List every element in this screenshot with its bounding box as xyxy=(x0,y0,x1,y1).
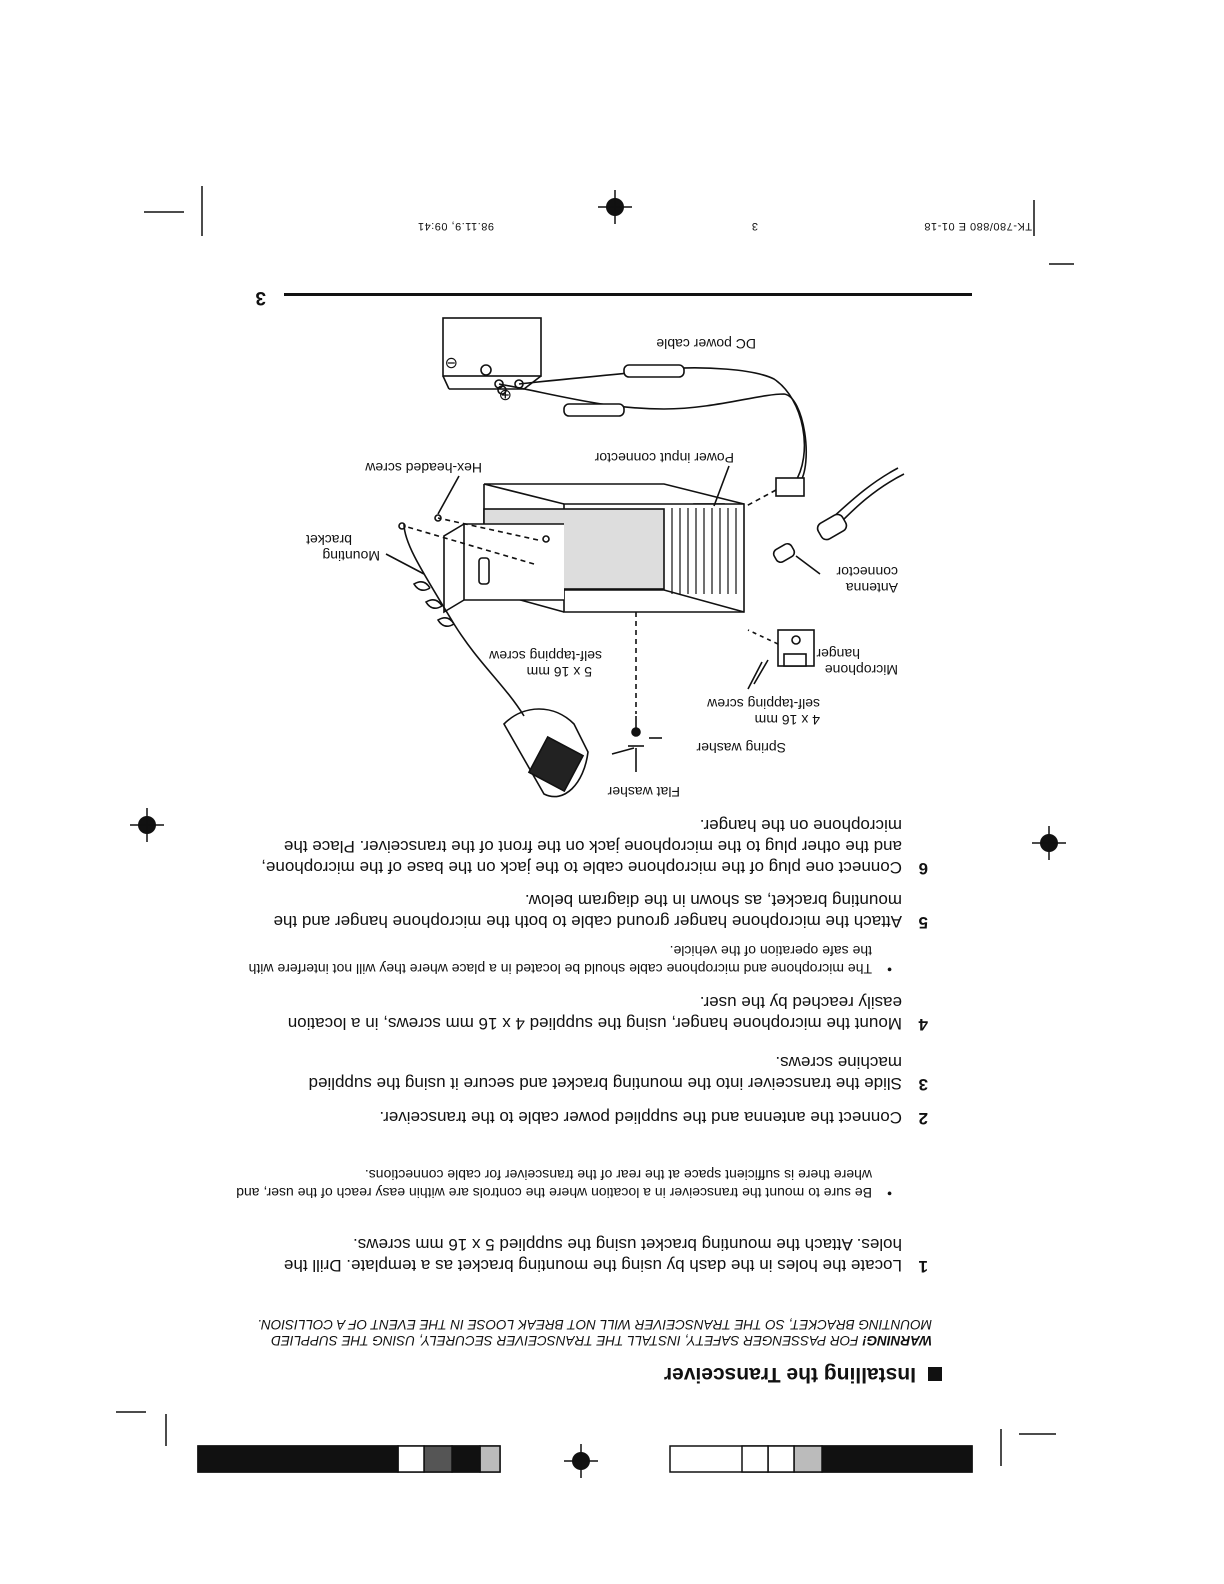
step-text: Locate the holes in the dash by using the mounting bracket as a template. Drill the holes. Attach the mounting bracket using the supplied 5 x 16 mm screws. xyxy=(283,1235,902,1275)
step-text: Attach the microphone hanger ground cable to both the microphone hanger and the mounting bracket, as shown in the diagram below. xyxy=(273,891,902,931)
bullet-text: The microphone and microphone cable should be located in a place where they will not interfere with the safe operation of the vehicle. xyxy=(248,943,872,977)
page-small: 3 xyxy=(751,220,758,232)
label-spring-washer: Spring washer xyxy=(696,740,786,756)
step-text: Mount the microphone hanger, using the supplied 4 x 16 mm screws, in a location easily reached by the user. xyxy=(287,993,902,1033)
section-title: Installing the Transceiver xyxy=(664,1362,942,1386)
label-mounting-2: bracket xyxy=(306,532,352,548)
step-text: Connect one plug of the microphone cable to the jack on the base of the microphone, and the other plug to the microphone jack on the front of the transceiver. Place the microphone on the hanger. xyxy=(261,816,902,877)
registration-mark-icon xyxy=(130,190,1066,1478)
label-mounting-1: Mounting xyxy=(322,548,380,564)
step-text: Connect the antenna and the supplied power cable to the transceiver. xyxy=(379,1108,902,1127)
label-dc-cable: DC power cable xyxy=(656,336,756,352)
step-number: 6 xyxy=(918,859,928,878)
bullet-dot: • xyxy=(887,962,892,978)
label-screw-4x16-type: self-tapping screw xyxy=(707,696,820,712)
step-number: 2 xyxy=(918,1109,928,1128)
label-antenna-2: connector xyxy=(836,564,898,580)
doc-code: TK-780/880 E 01-18 xyxy=(923,220,1032,232)
label-hex-screw: Hex-headed screw xyxy=(365,460,482,476)
warning-body: FOR PASSENGER SAFETY, INSTALL THE TRANSCEIVER SECURELY, USING THE SUPPLIED MOUNTING BRACKET, SO THE TRANSCEIVER WILL NOT BREAK LOOSE IN THE EVENT OF A COLLISION. xyxy=(257,1317,932,1348)
timestamp: 98.11.9, 09:41 xyxy=(417,220,494,232)
step-number: 1 xyxy=(918,1257,928,1276)
print-bar-left xyxy=(670,1446,972,1472)
label-screw-5x16-size: 5 x 16 mm xyxy=(526,664,592,680)
warning-lead: WARNING! xyxy=(862,1333,932,1348)
label-mic-hanger-1: Microphone xyxy=(824,662,898,678)
print-bar-right xyxy=(198,1446,500,1472)
label-power-input: Power input connector xyxy=(594,450,734,466)
label-antenna-1: Antenna xyxy=(845,580,898,596)
step-number: 3 xyxy=(918,1075,928,1094)
step-number: 4 xyxy=(918,1015,928,1034)
page-number: 3 xyxy=(255,287,266,308)
label-minus: ⊖ xyxy=(444,354,458,371)
bullet-dot: • xyxy=(887,1186,892,1202)
label-screw-4x16-size: 4 x 16 mm xyxy=(754,712,820,728)
label-plus: ⊕ xyxy=(498,386,512,403)
bullet-text: Be sure to mount the transceiver in a location where the controls are within easy reach of the user, and where there is sufficient space at the rear of the transceiver for cable connections. xyxy=(236,1167,872,1201)
step-text: Slide the transceiver into the mounting bracket and secure it using the supplied machine screws. xyxy=(308,1053,902,1093)
label-flat-washer: Flat washer xyxy=(607,784,680,800)
label-screw-5x16-type: self-tapping screw xyxy=(489,648,602,664)
label-mic-hanger-2: hanger xyxy=(816,646,860,662)
step-number: 5 xyxy=(918,913,928,932)
